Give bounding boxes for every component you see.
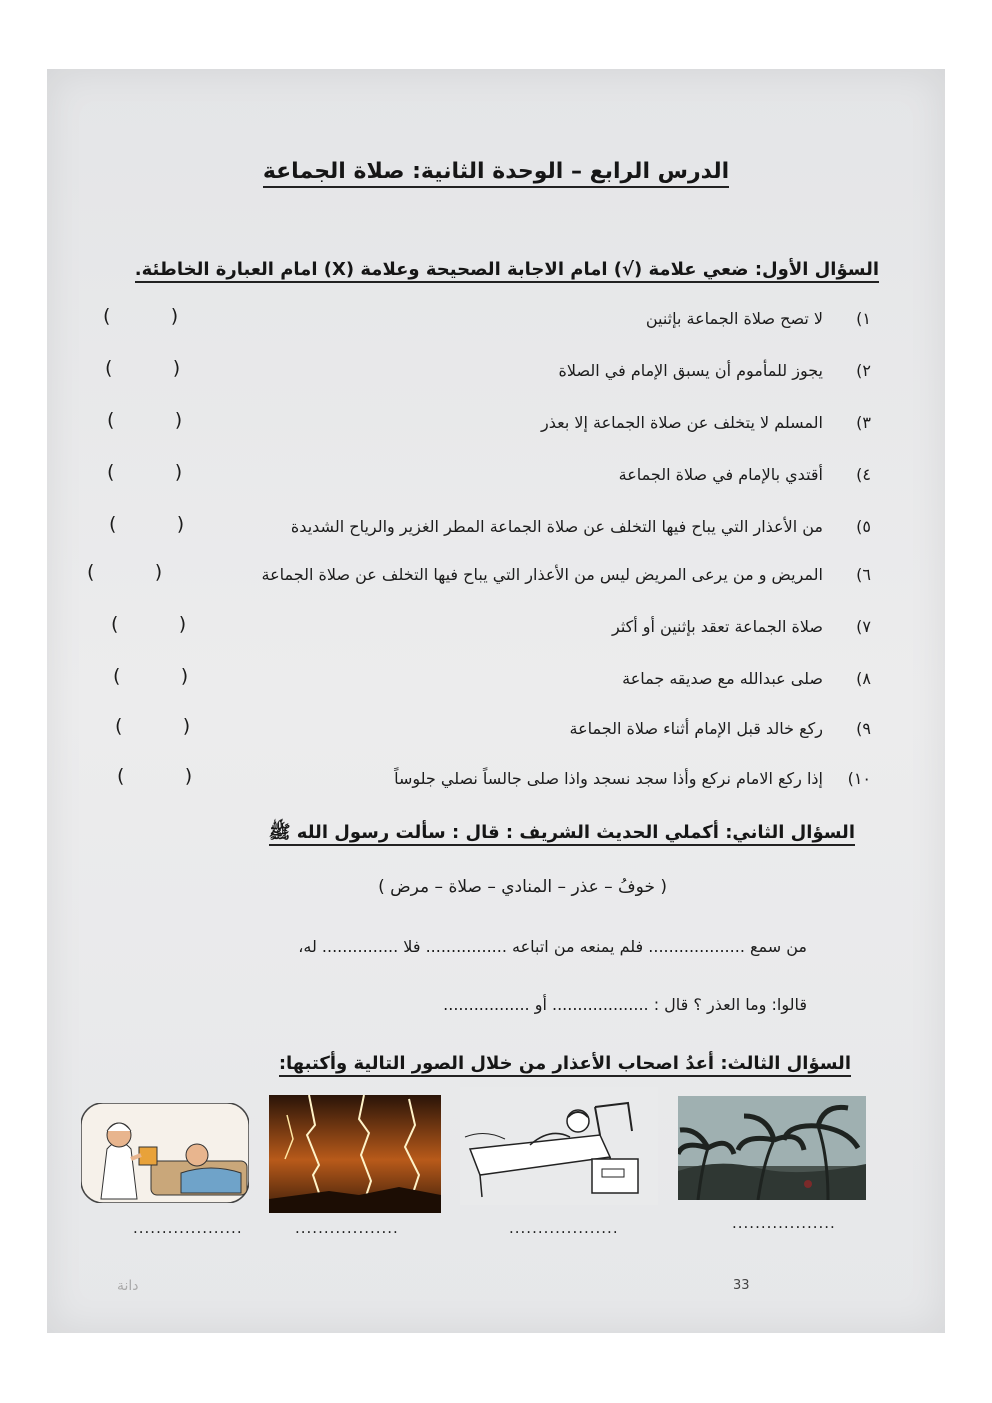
statement-number: ٧) xyxy=(856,617,871,636)
statement-text: يجوز للمأموم أن يسبق الإمام في الصلاة xyxy=(558,361,823,380)
answer-box[interactable]: ( ) xyxy=(103,305,179,327)
blank-answer-3[interactable]: .................. xyxy=(295,1219,399,1237)
statement-text: ركع خالد قبل الإمام أثناء صلاة الجماعة xyxy=(569,719,823,738)
word-bank: ( خوفُ – عذر – المنادي – صلاة – مرض ) xyxy=(378,877,667,897)
lesson-title: الدرس الرابع – الوحدة الثانية: صلاة الجماعة xyxy=(47,159,945,184)
answer-box[interactable]: ( ) xyxy=(113,665,189,687)
sick-in-bed-picture xyxy=(460,1087,658,1205)
answer-box[interactable]: ( ) xyxy=(107,409,183,431)
answer-box[interactable]: ( ) xyxy=(105,357,181,379)
page-number: 33 xyxy=(733,1278,750,1293)
answer-box[interactable]: ( ) xyxy=(117,765,193,787)
statement-text: لا تصح صلاة الجماعة بإثنين xyxy=(645,309,823,328)
statement-row xyxy=(262,565,871,584)
statement-text: إذا ركع الامام نركع وأذا سجد نسجد واذا صلى جالساً نصلي جلوساً xyxy=(394,769,823,788)
blank-answer-1[interactable]: .................. xyxy=(732,1214,836,1232)
statement-number: ٢) xyxy=(856,361,871,380)
answer-box[interactable]: ( ) xyxy=(87,561,163,583)
statement-row xyxy=(619,465,871,484)
statement-text: صلاة الجماعة تعقد بإثنين أو أكثر xyxy=(611,617,823,636)
question-1-heading: السؤال الأول: ضعي علامة (√) امام الاجابة الصحيحة وعلامة (X) امام العبارة الخاطئة. xyxy=(119,255,879,285)
windstorm-picture xyxy=(678,1096,866,1200)
hadith-line-2: قالوا: وما العذر ؟ قال : ................... أو ................. xyxy=(443,995,807,1014)
statement-number: ١) xyxy=(856,309,871,328)
statement-row xyxy=(559,361,871,380)
blank-answer-2[interactable]: ................... xyxy=(509,1219,619,1237)
lightning-storm-picture xyxy=(269,1095,441,1213)
blank-answer-4[interactable]: ................... xyxy=(133,1219,243,1237)
stamp-text: دانة xyxy=(117,1278,139,1294)
statement-row xyxy=(612,617,871,636)
statement-number: ١٠) xyxy=(847,769,871,788)
statement-row xyxy=(291,517,871,536)
caregiver-picture xyxy=(81,1103,249,1203)
statement-number: ٤) xyxy=(856,465,871,484)
answer-box[interactable]: ( ) xyxy=(109,513,185,535)
worksheet-page xyxy=(47,69,945,1333)
statement-row xyxy=(646,309,871,328)
statement-text: المريض و من يرعى المريض ليس من الأعذار التي يباح فيها التخلف عن صلاة الجماعة xyxy=(261,565,823,584)
statement-number: ٩) xyxy=(856,719,871,738)
question-2-heading: السؤال الثاني: أكملي الحديث الشريف : قال : سألت رسول الله ﷺ xyxy=(269,821,855,847)
question-3-heading: السؤال الثالث: أعدُ اصحاب الأعذار من خلال الصور التالية وأكتبها: xyxy=(279,1053,851,1074)
answer-box[interactable]: ( ) xyxy=(107,461,183,483)
statement-number: ٨) xyxy=(856,669,871,688)
statement-number: ٣) xyxy=(856,413,871,432)
statement-text: المسلم لا يتخلف عن صلاة الجماعة إلا بعذر xyxy=(541,413,823,432)
statement-text: أقتدي بالإمام في صلاة الجماعة xyxy=(618,465,823,484)
statement-number: ٦) xyxy=(856,565,871,584)
answer-box[interactable]: ( ) xyxy=(115,715,191,737)
statement-row xyxy=(394,769,871,788)
statement-row xyxy=(570,719,871,738)
answer-box[interactable]: ( ) xyxy=(111,613,187,635)
statement-text: من الأعذار التي يباح فيها التخلف عن صلاة الجماعة المطر الغزير والرياح الشديدة xyxy=(290,517,823,536)
statement-row xyxy=(622,669,871,688)
hadith-line-1: من سمع ................... فلم يمنعه من اتباعه ................ فلا ............... له، xyxy=(298,937,807,956)
statement-number: ٥) xyxy=(856,517,871,536)
statement-text: صلى عبدالله مع صديقه جماعة xyxy=(622,669,823,688)
statement-row xyxy=(541,413,871,432)
